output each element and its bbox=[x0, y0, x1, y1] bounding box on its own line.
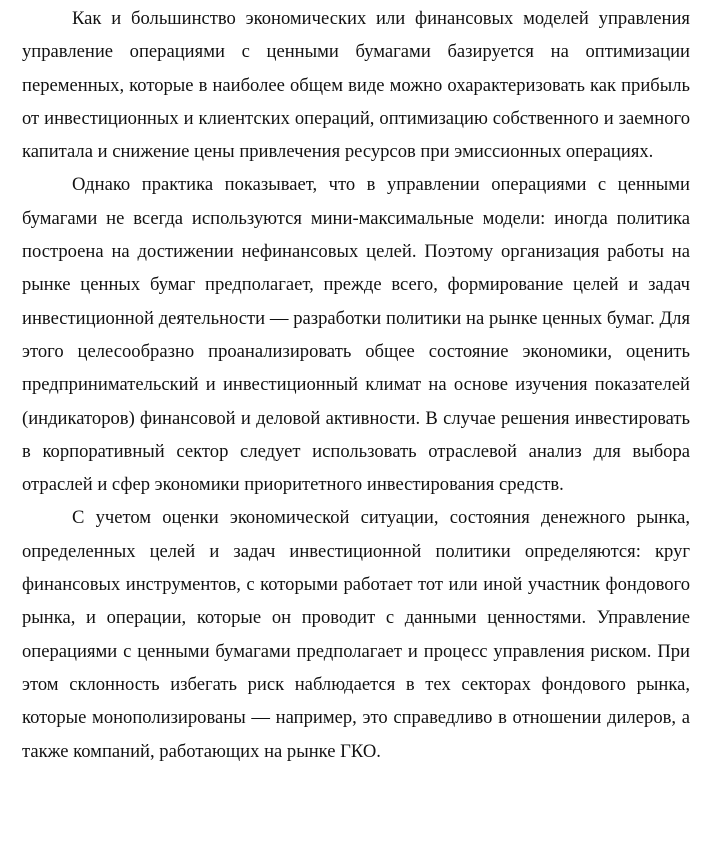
paragraph-2: Однако практика показывает, что в управлении операциями с ценными бумагами не всегда используются мини-максимальные модели: иногда политика построена на достижении нефинансовых целей. Поэтому организация работы на рынке ценных бумаг предполагает, прежде всего, формирование целей и задач инвестиционной деятельности — разработки политики на рынке ценных бумаг. Для этого целесообразно проанализировать общее состояние экономики, оценить предпринимательский и инвестиционный климат на основе изучения показателей (индикаторов) финансовой и деловой активности. В случае решения инвестировать в корпоративный сектор следует использовать отраслевой анализ для выбора отраслей и сфер экономики приоритетного инвестирования средств. bbox=[22, 174, 690, 496]
paragraph-3: С учетом оценки экономической ситуации, состояния денежного рынка, определенных целей и задач инвестиционной политики определяются: круг финансовых инструментов, с которыми работает тот или иной участник фондового рынка, и операции, которые он проводит с данными ценностями. Управление операциями с ценными бумагами предполагает и процесс управления риском. При этом склонность избегать риск наблюдается в тех секторах фондового рынка, которые монополизированы — например, это справедливо в отношении дилеров, а также компаний, работающих на рынке ГКО. bbox=[22, 507, 690, 762]
paragraph-1: Как и большинство экономических или финансовых моделей управления управление операциями с ценными бумагами базируется на оптимизации переменных, которые в наиболее общем виде можно охарактеризовать как прибыль от инвестиционных и клиентских операций, оптимизацию собственного и заемного капитала и снижение цены привлечения ресурсов при эмиссионных операциях. bbox=[22, 8, 690, 163]
document-page bbox=[22, 0, 690, 768]
